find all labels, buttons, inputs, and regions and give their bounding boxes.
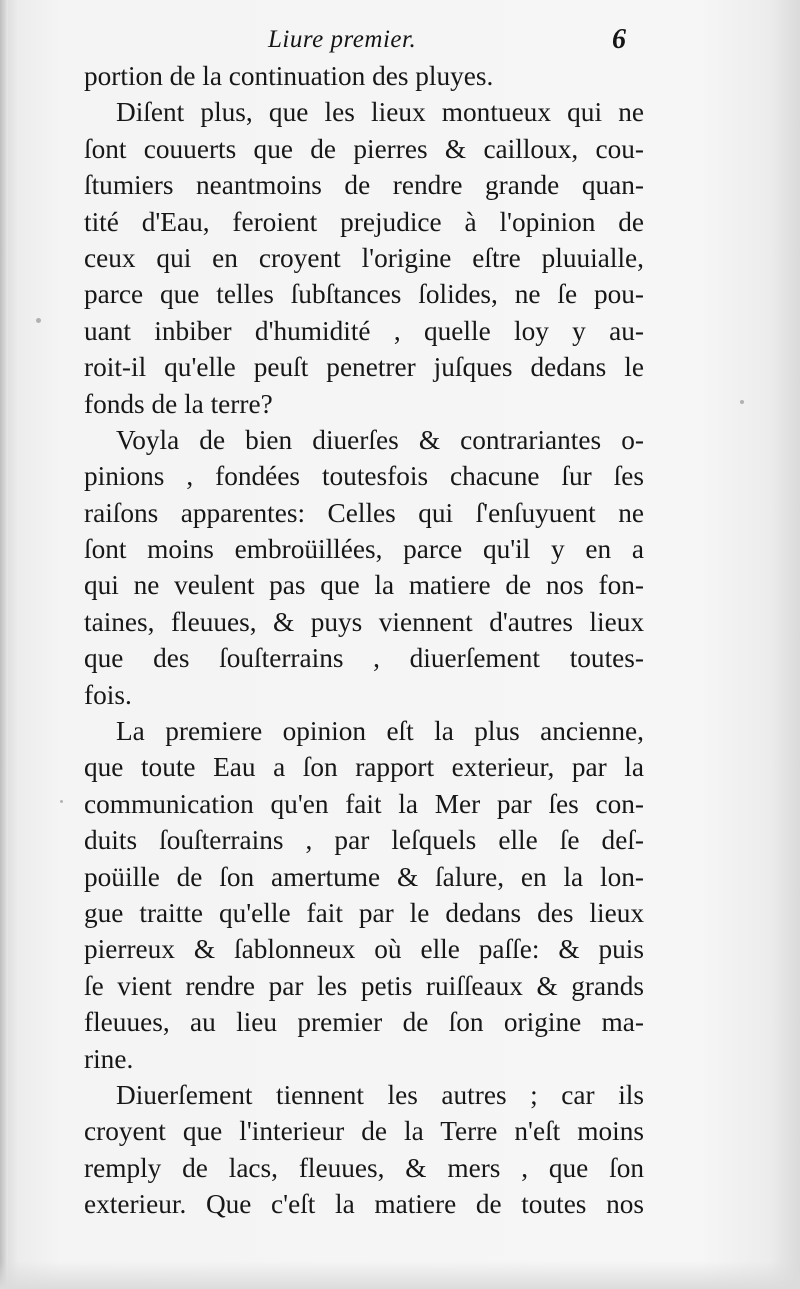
text-line: duits ſouſterrains , par leſquels elle ſe deſ- [84,825,644,856]
text-line: ſont moins embroüillées, parce qu'il y en a [84,534,644,565]
text-line: qui ne veulent pas que la matiere de nos fon- [84,570,644,601]
text-line: raiſons apparentes: Celles qui ſ'enſuyuent ne [84,497,644,528]
text-line: taines, fleuues, & puys viennent d'autres lieux [84,606,644,637]
text-line: fleuues, au lieu premier de ſon origine ma- [84,1007,644,1038]
text-line: tité d'Eau, feroient prejudice à l'opinion de [84,206,644,237]
text-line: rine. [84,1043,134,1074]
text-line: pierreux & ſablonneux où elle paſſe: & puis [84,934,644,965]
text-line: ſe vient rendre par les petis ruiſſeaux & grands [84,970,644,1001]
text-line: roit-il qu'elle peuſt penetrer juſques dedans le [84,352,644,383]
text-line: ceux qui en croyent l'origine eſtre pluuialle, [84,242,644,273]
page-number: 6 [612,24,626,55]
text-line: fonds de la terre? [84,388,273,419]
paper-speck [740,400,744,404]
running-title: Liure premier. [268,26,417,53]
page-gutter-shadow [0,0,8,1289]
text-line: pinions , fondées toutesfois chacune ſur ſes [84,461,644,492]
text-line: remply de lacs, fleuues, & mers , que ſon [84,1152,644,1183]
text-line: que toute Eau a ſon rapport exterieur, par la [84,752,644,783]
text-line: que des ſouſterrains , diuerſement toutes- [84,643,644,674]
text-line: poüille de ſon amertume & ſalure, en la lon- [84,861,644,892]
text-line: fois. [84,679,132,710]
text-line: exterieur. Que c'eſt la matiere de toutes nos [84,1189,644,1220]
text-line: portion de la continuation des pluyes. [84,61,494,91]
text-line: Diuerſement tiennent les autres ; car ils [116,1079,644,1110]
text-line: ſtumiers neantmoins de rendre grande quan- [84,170,644,201]
text-line: Voyla de bien diuerſes & contrariantes o- [116,424,644,455]
paper-speck [36,318,41,323]
body-text [84,58,644,1223]
text-line: parce que telles ſubſtances ſolides, ne ſe pou- [84,279,644,310]
page-bottom-shadow [0,1261,800,1289]
text-line: communication qu'en fait la Mer par ſes con- [84,788,644,819]
paper-speck [60,800,63,803]
text-line: La premiere opinion eſt la plus ancienne, [116,716,644,747]
text-line: uant inbiber d'humidité , quelle loy y au- [84,315,644,346]
text-line: croyent que l'interieur de la Terre n'eſt moins [84,1116,644,1147]
text-line: ſont couuerts que de pierres & cailloux, cou- [84,133,644,164]
text-line: gue traitte qu'elle fait par le dedans des lieux [84,897,644,928]
text-line: Diſent plus, que les lieux montueux qui ne [116,97,644,128]
